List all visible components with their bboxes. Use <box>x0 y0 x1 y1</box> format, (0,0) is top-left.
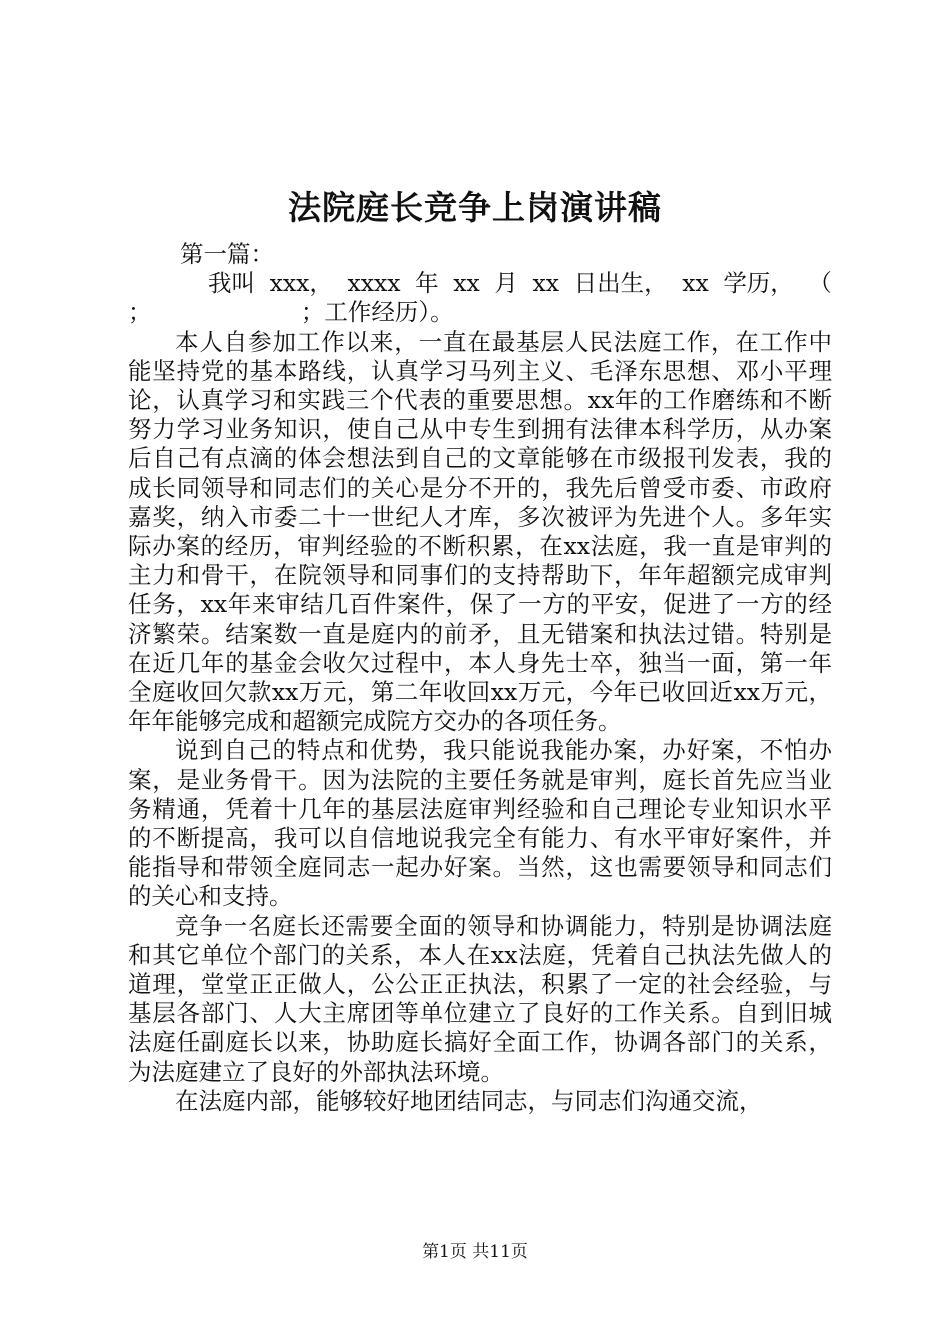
intro-part: xx <box>453 269 480 298</box>
intro-part: 学历， <box>723 269 794 298</box>
intro-part: xxx， <box>269 269 333 298</box>
paragraph: 本人自参加工作以来，一直在最基层人民法庭工作，在工作中能坚持党的基本路线，认真学习马列主义、毛泽东思想、邓小平理论，认真学习和实践三个代表的重要思想。xx年的工作磨练和不断努力学习业务知识，使自己从中专生到拥有法律本科学历，从办案后自己有点滴的体会想法到自己的文章能够在市级报刊发表，我的成长同领导和同志们的关心是分不开的，我先后曾受市委、市政府嘉奖，纳入市委二十一世纪人才库，多次被评为先进个人。多年实际办案的经历，审判经验的不断积累，在xx法庭，我一直是审判的主力和骨干，在院领导和同事们的支持帮助下，年年超额完成审判任务，xx年来审结几百件案件，保了一方的平安，促进了一方的经济繁荣。结案数一直是庭内的前矛，且无错案和执法过错。特别是在近几年的基金会收欠过程中，本人身先士卒，独当一面，第一年全庭收回欠款xx万元，第二年收回xx万元，今年已收回近xx万元，年年能够完成和超额完成院方交办的各项任务。 <box>128 327 832 736</box>
document-title: 法院庭长竞争上岗演讲稿 <box>288 188 662 227</box>
intro-line-2 <box>128 298 832 327</box>
intro-line-1 <box>128 269 832 298</box>
page-footer: 第1页 共11页 <box>422 1242 528 1262</box>
intro-line2-end: ；工作经历）。 <box>300 298 454 327</box>
intro-line2-start: ； <box>128 298 152 327</box>
section-heading: 第一篇： <box>180 240 274 268</box>
intro-part: （ <box>808 269 832 298</box>
intro-part: 年 <box>415 269 439 298</box>
intro-part: xx <box>532 269 559 298</box>
document-body <box>128 240 832 1116</box>
intro-part: xxxx <box>347 269 401 298</box>
paragraph: 说到自己的特点和优势，我只能说我能办案，办好案，不怕办案，是业务骨干。因为法院的主要任务就是审判，庭长首先应当业务精通，凭着十几年的基层法庭审判经验和自己理论专业知识水平的不断提高，我可以自信地说我完全有能力、有水平审好案件，并能指导和带领全庭同志一起办好案。当然，这也需要领导和同志们的关心和支持。 <box>128 736 832 911</box>
intro-part: 日出生， <box>573 269 668 298</box>
intro-part: xx <box>682 269 709 298</box>
intro-part: 我叫 <box>208 269 255 298</box>
paragraph: 在法庭内部，能够较好地团结同志，与同志们沟通交流， <box>175 1086 763 1115</box>
paragraph: 竞争一名庭长还需要全面的领导和协调能力，特别是协调法庭和其它单位个部门的关系，本人在xx法庭，凭着自己执法先做人的道理，堂堂正正做人，公公正正执法，积累了一定的社会经验，与基层各部门、人大主席团等单位建立了良好的工作关系。自到旧城法庭任副庭长以来，协助庭长搞好全面工作，协调各部门的关系，为法庭建立了良好的外部执法环境。 <box>128 911 832 1086</box>
intro-part: 月 <box>494 269 518 298</box>
